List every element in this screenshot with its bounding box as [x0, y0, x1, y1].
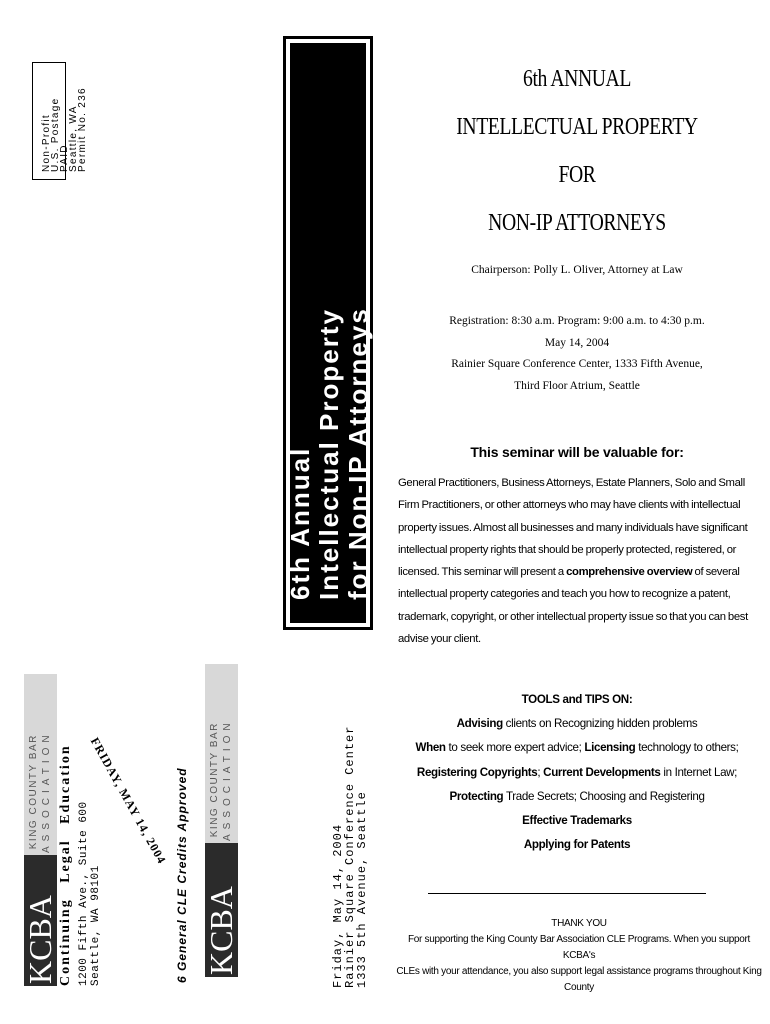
- tools-and-tips: [392, 688, 762, 857]
- thank-you-note: [392, 916, 766, 996]
- permit-line: PAID: [59, 144, 70, 172]
- sender-address: [78, 801, 102, 986]
- logo-org-line: KING COUNTY BAR: [28, 734, 39, 850]
- schedule-date: May 14, 2004: [544, 336, 610, 349]
- event-info-line: 1333 5th Avenue, Seattle: [355, 791, 369, 988]
- schedule: [392, 311, 762, 397]
- postage-permit-text: [42, 87, 87, 172]
- valuable-heading: This seminar will be valuable for:: [470, 444, 684, 460]
- logo-org-line: KING COUNTY BAR: [209, 722, 220, 838]
- date-stamp: FRIDAY, MAY 14, 2004: [87, 735, 170, 867]
- event-info-line: Friday, May 14, 2004: [331, 823, 345, 988]
- permit-line: U.S. Postage: [50, 97, 61, 172]
- tools-line: When to seek more expert advice; Licensing technology to others;: [415, 741, 739, 755]
- tools-line: Advising clients on Recognizing hidden problems: [456, 717, 698, 731]
- chairperson: Chairperson: Polly L. Oliver, Attorney at Law: [471, 264, 683, 276]
- thanks-line: For supporting the King County Bar Association CLE Programs. When you support KCBA's: [407, 934, 751, 961]
- logo-org-line: ASSOCIATION: [41, 730, 52, 853]
- banner-line: 6th Annual: [285, 446, 315, 600]
- thanks-line: CLEs with your attendance, you also support legal assistance programs throughout King County: [396, 966, 762, 993]
- address-line: Seattle, WA 98101: [90, 865, 102, 986]
- title-line: FOR: [558, 162, 596, 188]
- permit-line: Non-Profit: [41, 113, 52, 172]
- event-info-line: Rainier Square Conference Center: [343, 725, 357, 988]
- kcba-logo-mark: KCBA: [22, 895, 58, 984]
- banner-line: Intellectual Property: [314, 308, 344, 600]
- kcba-logo-org: [208, 718, 234, 841]
- event-info: [332, 726, 368, 988]
- thanks-heading: THANK YOU: [551, 918, 607, 929]
- schedule-venue: Rainier Square Conference Center, 1333 Fifth Avenue,: [451, 358, 703, 370]
- banner-line: for Non-IP Attorneys: [343, 307, 373, 600]
- permit-line: Permit No. 236: [77, 87, 88, 172]
- logo-org-line: ASSOCIATION: [222, 718, 233, 841]
- title-line: INTELLECTUAL PROPERTY: [456, 114, 698, 140]
- tools-line: Applying for Patents: [523, 838, 631, 852]
- permit-line: Seattle, WA: [68, 105, 79, 172]
- kcba-logo-org: [27, 730, 53, 853]
- seminar-title: [425, 55, 728, 247]
- schedule-times: Registration: 8:30 a.m. Program: 9:00 a.m. to 4:30 p.m.: [449, 315, 705, 327]
- divider-line: [428, 893, 706, 894]
- schedule-venue: Third Floor Atrium, Seattle: [514, 379, 640, 392]
- title-line: 6th ANNUAL: [523, 66, 631, 92]
- tools-heading: TOOLS and TIPS ON:: [521, 693, 633, 706]
- sender-title: Continuing Legal Education: [58, 744, 73, 986]
- tools-line: Effective Trademarks: [522, 814, 632, 828]
- title-line: NON-IP ATTORNEYS: [488, 210, 666, 236]
- address-line: 1200 Fifth Ave., Suite 600: [78, 801, 90, 986]
- valuable-body: General Practitioners, Business Attorneys, Estate Planners, Solo and Small Firm Practitioners, or other attorneys who may have clients with intellectual property issues. Almost all businesses and many individuals have significant intellectual property rights that should be properly protected, registered, or licensed. This seminar will present a comprehensive overview of several intellectual property categories and teach you how to recognize a patent, trademark, copyright, or other intellectual property issue so that you can best advise your client.: [398, 477, 748, 646]
- banner-title: [286, 307, 373, 600]
- cle-credits: 6 General CLE Credits Approved: [175, 767, 189, 983]
- kcba-logo-mark: KCBA: [203, 886, 239, 975]
- tools-line: Registering Copyrights; Current Developments in Internet Law;: [416, 765, 738, 779]
- tools-line: Protecting Trade Secrets; Choosing and Registering: [449, 789, 705, 803]
